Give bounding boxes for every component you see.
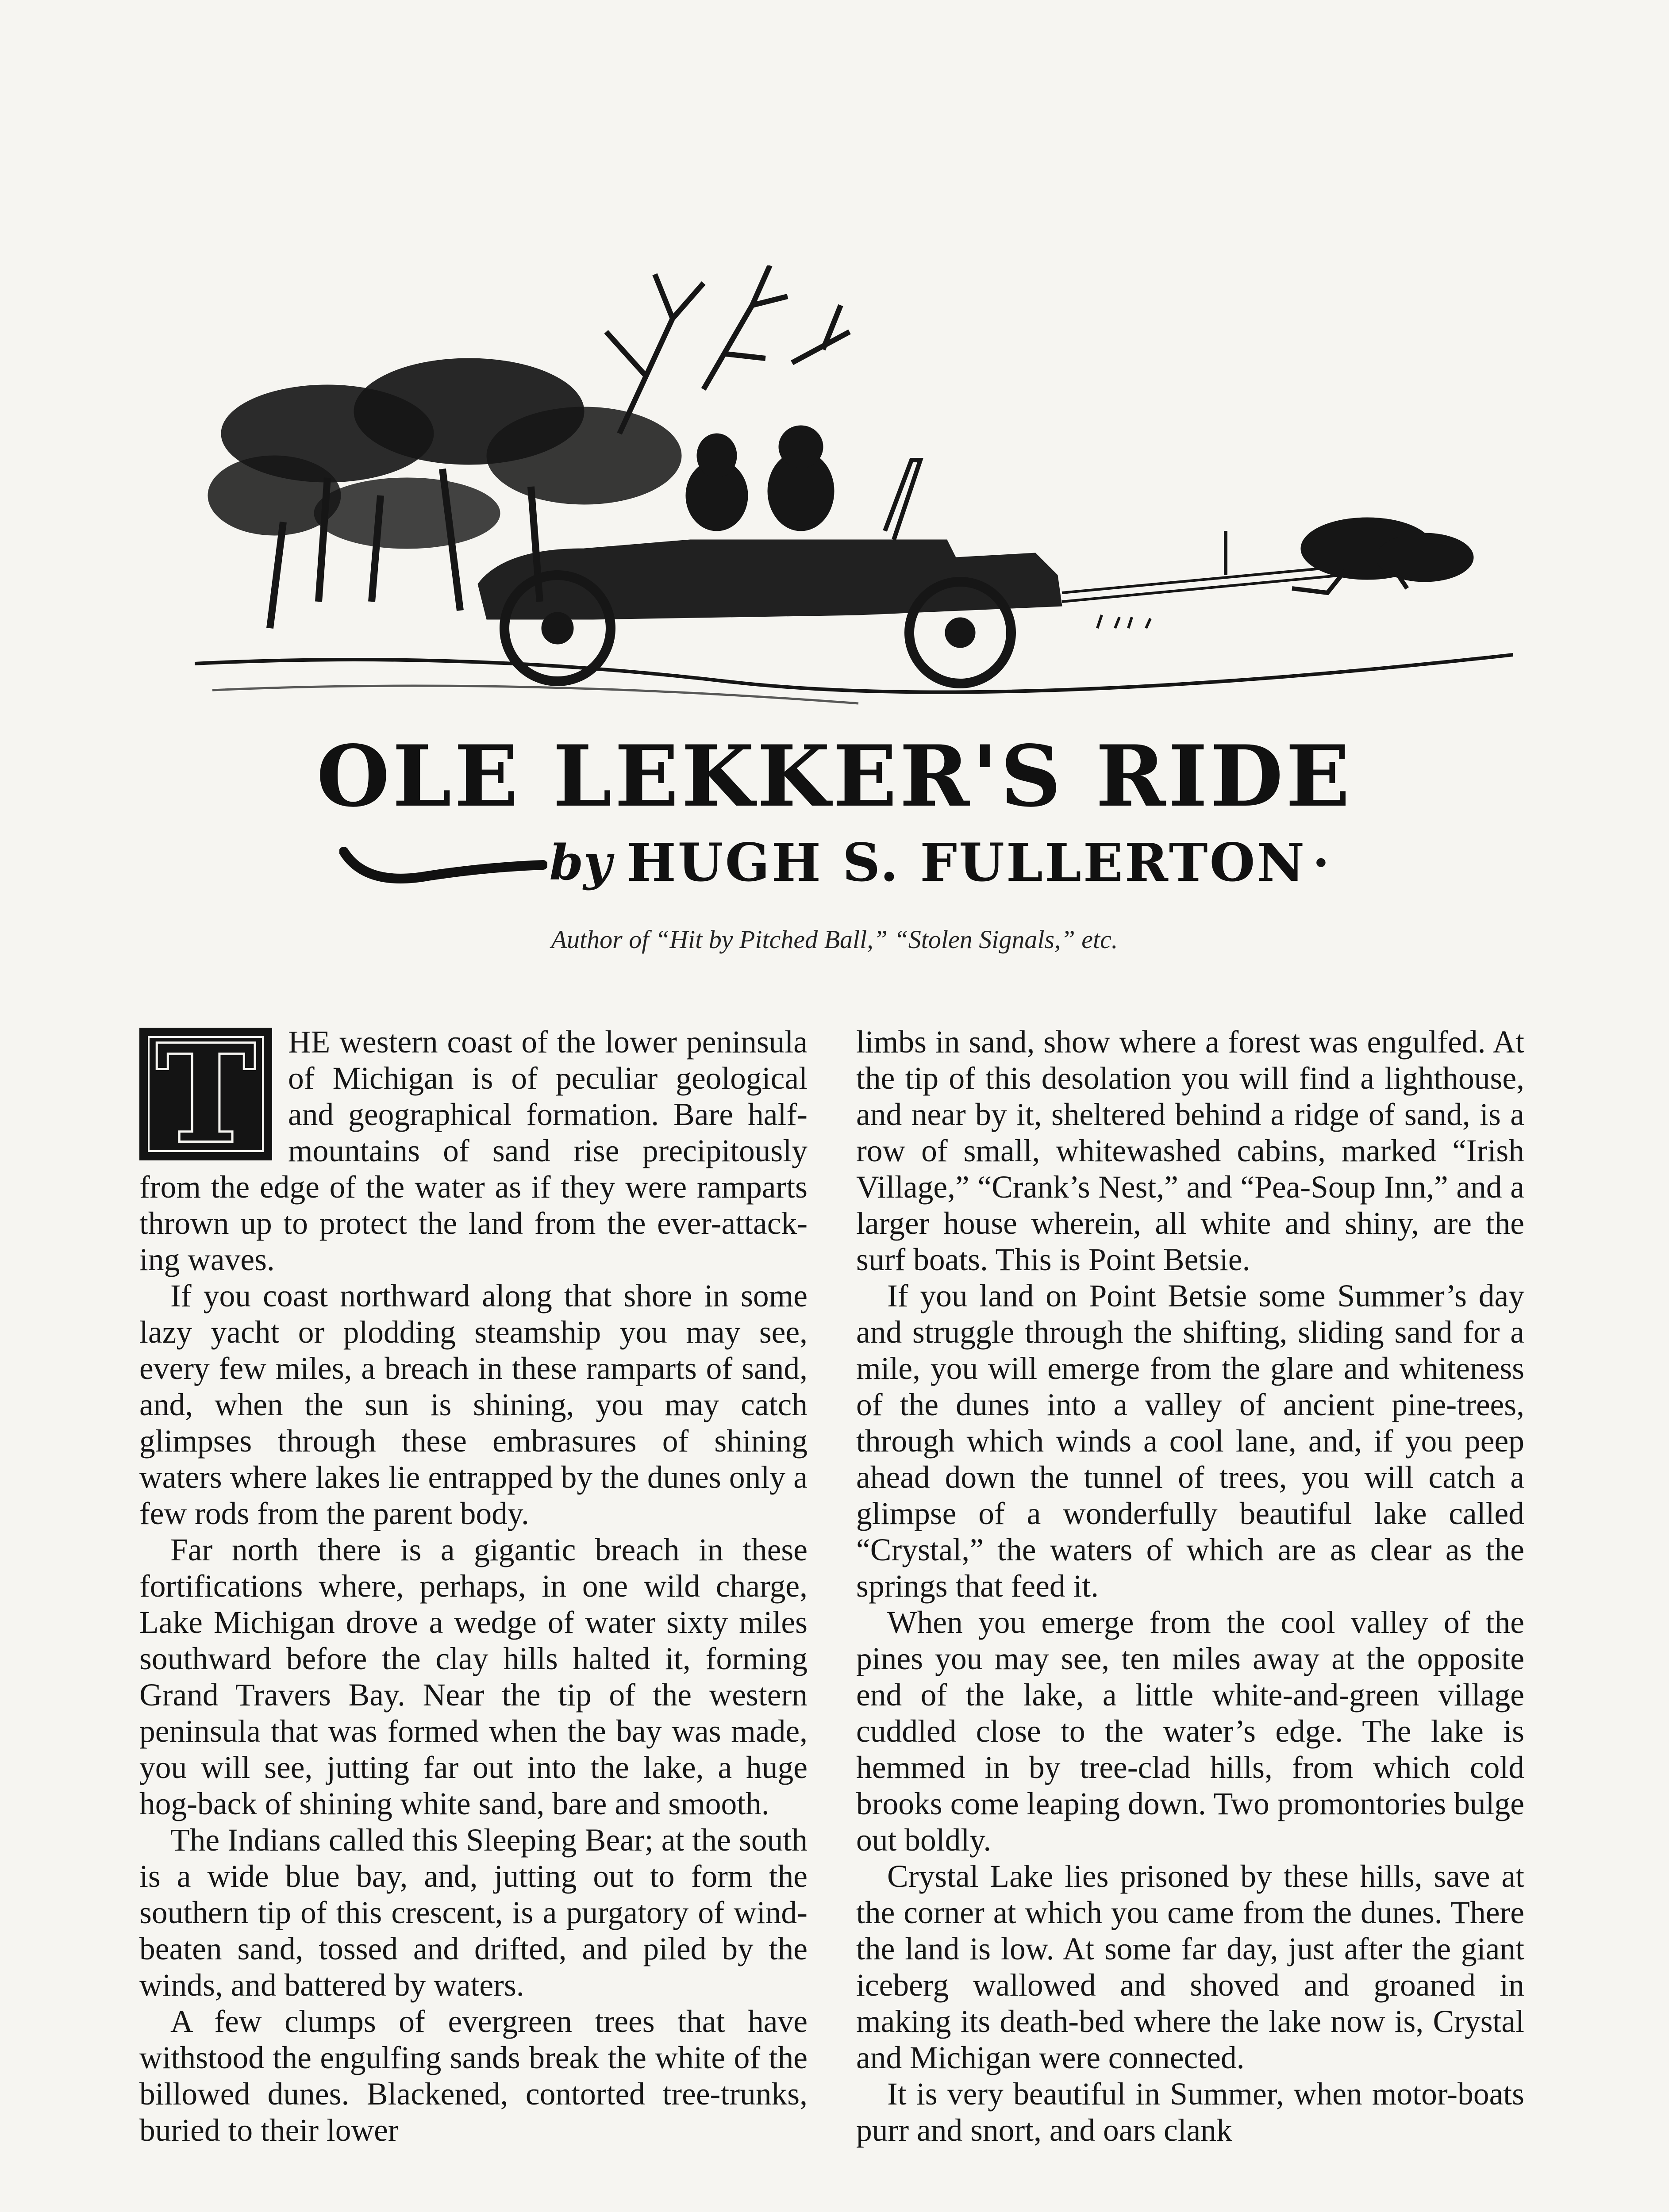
drop-cap (139, 1016, 277, 1172)
paragraph: If you coast northward along that shore in some lazy yacht or plodding steamship you may see, every few miles, a breach in these ramparts of sand, and, when the sun is shining, you may catch glimpses through these embrasures of shining waters where lakes lie entrapped by the dunes only a few rods from the parent body. (139, 1279, 808, 1531)
text-column-left (139, 1016, 808, 2149)
header-illustration-car-on-road (195, 265, 1513, 726)
paragraph: HE western coast of the lower peninsula of Michigan is of peculiar geological and geographical formation. Bare half-mountains of sand rise precipitously from the edge of the water as if they were ramparts thrown up to protect the land from the ever-attacking waves. (139, 1025, 808, 1277)
car-illustration (195, 265, 1513, 726)
paragraph: It is very beautiful in Summer, when motor-boats purr and snort, and oars clank (856, 2077, 1524, 2148)
paragraph: Crystal Lake lies prisoned by these hills, save at the corner at which you came from the dunes. There the land is low. At some far day, just after the giant iceberg wallowed and shoved and groaned in making its death-bed where the lake now is, Crystal and Michigan were connected. (856, 1859, 1524, 2075)
paragraph: When you emerge from the cool valley of the pines you may see, ten miles away at the opposite end of the lake, a little white-and-green village cuddled close to the water’s edge. The lake is hemmed in by tree-clad hills, from which cold brooks come leaping down. Two promontories bulge out boldly. (856, 1605, 1524, 1858)
paragraph: A few clumps of evergreen trees that have withstood the engulfing sands break the white of the billowed dunes. Blackened, contorted tree-trunks, buried to their lower (139, 2004, 808, 2148)
paragraph: The Indians called this Sleeping Bear; at the south is a wide blue bay, and, jutting out to form the southern tip of this crescent, is a purgatory of wind-beaten sand, tossed and drifted, and piled by the winds, and battered by waters. (139, 1823, 808, 2003)
article-title: OLE LEKKER'S RIDE (316, 727, 1353, 826)
drop-cap-letter: T (156, 1016, 255, 1172)
byline-swash-ornament (339, 834, 547, 891)
paragraph: Far north there is a gigantic breach in these fortifications where, perhaps, in one wild charge, Lake Michigan drove a wedge of water sixty miles southward before the clay hills halted it, forming Grand Travers Bay. Near the tip of the western peninsula that was formed when the bay was made, you will see, jutting far out into the lake, a huge hog-back of shining white sand, bare and smooth. (139, 1532, 808, 1821)
paragraph: limbs in sand, show where a forest was engulfed. At the tip of this desolation you will find a lighthouse, and near by it, sheltered behind a ridge of sand, is a row of small, whitewashed cabins, marked “Irish Village,” “Crank’s Nest,” and “Pea-Soup Inn,” and a larger house wherein, all white and shiny, are the surf boats. This is Point Betsie. (856, 1025, 1524, 1277)
byline-dot: · (1312, 834, 1330, 891)
byline-prefix: by (549, 834, 612, 891)
paragraph: If you land on Point Betsie some Summer’s day and struggle through the shifting, sliding sand for a mile, you will emerge from the glare and whiteness of the dunes into a valley of ancient pine-trees, through which winds a cool lane, and, if you peep ahead down the tunnel of trees, you will catch a glimpse of a wonderfully beautiful lake called “Crystal,” the waters of which are as clear as the springs that feed it. (856, 1279, 1524, 1604)
author-name: HUGH S. FULLERTON (627, 832, 1307, 893)
author-credit: Author of “Hit by Pitched Ball,” “Stolen Signals,” etc. (551, 925, 1118, 954)
byline (0, 832, 1669, 902)
text-column-right (856, 1024, 1524, 2149)
